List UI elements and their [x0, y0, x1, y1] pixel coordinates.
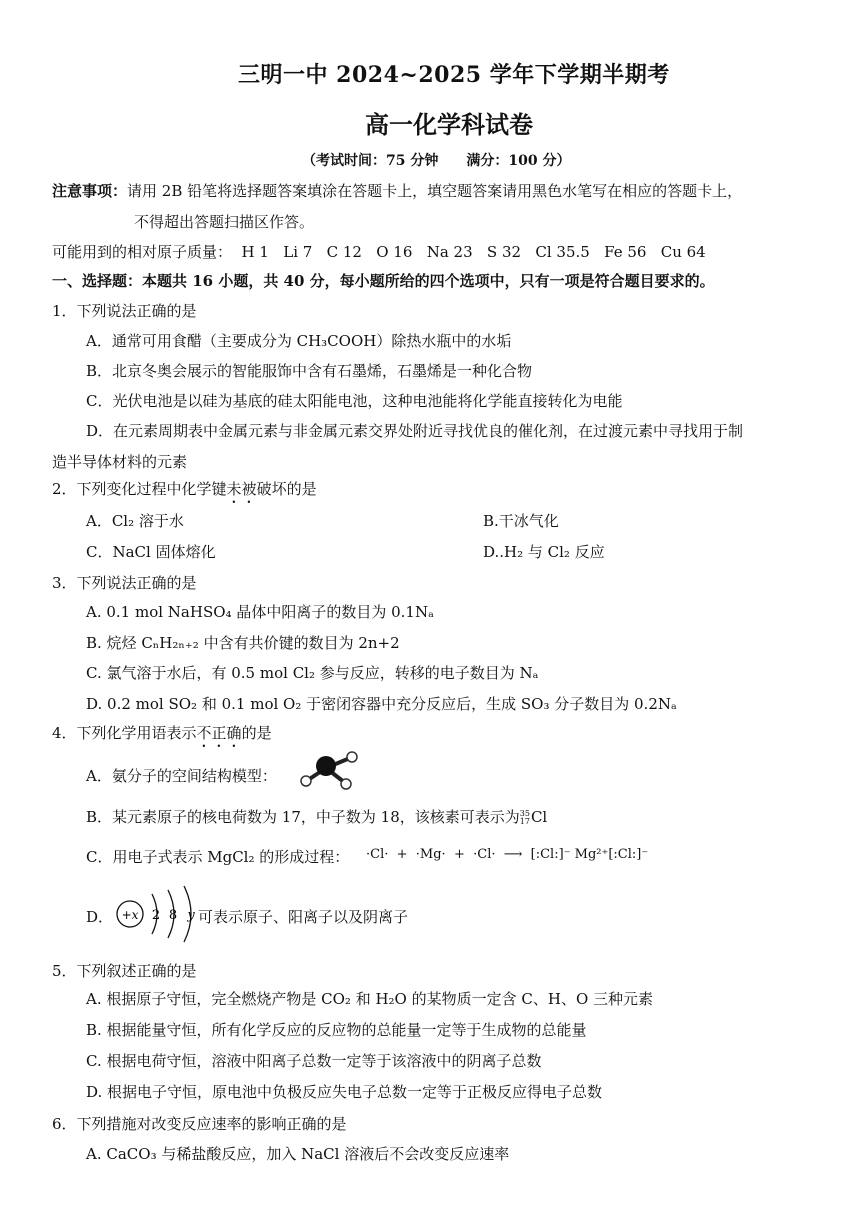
- q4-option-c: C．用电子式表示 MgCl₂ 的形成过程：: [86, 848, 350, 866]
- exam-subtitle: 高一化学科试卷: [365, 110, 533, 139]
- q4-stem-emphasis: 不正确: [196, 724, 242, 742]
- q2-option-c: C．NaCl 固体熔化: [86, 543, 216, 561]
- q4-stem-post: 的是: [241, 724, 272, 742]
- q5-stem: 5．下列叙述正确的是: [52, 962, 197, 980]
- q2-stem-post: 破坏的是: [256, 480, 317, 498]
- nuclide-mass-number: 35: [519, 809, 530, 818]
- q4-option-d-text: 可表示原子、阳离子以及阴离子: [198, 908, 409, 926]
- mgcl2-electron-formula: ·Cl· + ·Mg· + ·Cl· ⟶ [:Cl:]⁻ Mg²⁺[:Cl:]⁻: [366, 847, 649, 862]
- q5-option-b: B. 根据能量守恒，所有化学反应的反应物的总能量一定等于生成物的总能量: [86, 1021, 587, 1039]
- q5-option-c: C. 根据电荷守恒，溶液中阳离子总数一定等于该溶液中的阴离子总数: [86, 1052, 542, 1070]
- nuclide-symbol: Cl: [530, 808, 548, 826]
- q1-option-a: A．通常可用食醋（主要成分为 CH₃COOH）除热水瓶中的水垢: [86, 332, 512, 350]
- q5-option-d: D. 根据电子守恒，原电池中负极反应失电子总数一定等于正极反应得电子总数: [86, 1083, 603, 1101]
- q3-option-c: C. 氯气溶于水后，有 0.5 mol Cl₂ 参与反应，转移的电子数目为 Nₐ: [86, 664, 539, 682]
- q4-option-d-label: D．: [86, 908, 114, 926]
- exam-info: （考试时间：75 分钟 满分：100 分）: [302, 153, 571, 169]
- q2-option-d: D..H₂ 与 Cl₂ 反应: [483, 543, 605, 561]
- shell-3-electrons: y: [187, 908, 195, 923]
- nuclide-atomic-number: 17: [519, 817, 530, 826]
- q4-stem: [52, 722, 272, 751]
- q3-option-b: B. 烷烃 CₙH₂ₙ₊₂ 中含有共价键的数目为 2n+2: [86, 634, 400, 652]
- q1-stem: 1．下列说法正确的是: [52, 302, 197, 320]
- q4-option-b: [86, 806, 547, 827]
- shell-1-electrons: 2: [151, 908, 161, 923]
- shell-2-electrons: 8: [168, 908, 178, 923]
- nuclide-notation: [520, 810, 530, 826]
- q2-option-a: A．Cl₂ 溶于水: [86, 512, 184, 530]
- notice-text1: 请用 2B 铅笔将选择题答案填涂在答题卡上，填空题答案请用黑色水笔写在相应的答题卡上，: [127, 182, 743, 200]
- q2-stem: [52, 478, 317, 507]
- q4-option-b-text: B．某元素原子的核电荷数为 17，中子数为 18，该核素可表示为: [86, 808, 520, 826]
- nucleus-charge: +x: [121, 908, 139, 922]
- q5-option-a: A. 根据原子守恒，完全燃烧产物是 CO₂ 和 H₂O 的某物质一定含 C、H、O 三种元素: [86, 990, 654, 1008]
- atomic-structure-diagram-icon: [112, 884, 198, 946]
- q6-stem: 6．下列措施对改变反应速率的影响正确的是: [52, 1115, 347, 1133]
- q3-stem: 3．下列说法正确的是: [52, 574, 197, 592]
- q1-option-c: C．光伏电池是以硅为基底的硅太阳能电池，这种电池能将化学能直接转化为电能: [86, 392, 623, 410]
- q4-option-a: A．氨分子的空间结构模型：: [86, 767, 277, 785]
- q1-option-d-cont: 造半导体材料的元素: [52, 453, 188, 471]
- notice-label: 注意事项：: [52, 182, 128, 200]
- ammonia-model-icon: [296, 748, 362, 792]
- notice-line1: [52, 180, 742, 201]
- q3-option-a: A. 0.1 mol NaHSO₄ 晶体中阳离子的数目为 0.1Nₐ: [86, 603, 434, 621]
- q2-option-b: B.干冰气化: [483, 512, 559, 530]
- q1-option-b: B．北京冬奥会展示的智能服饰中含有石墨烯，石墨烯是一种化合物: [86, 362, 533, 380]
- q4-stem-pre: 4．下列化学用语表示: [52, 724, 197, 742]
- q3-option-d: D. 0.2 mol SO₂ 和 0.1 mol O₂ 于密闭容器中充分反应后，生成 SO₃ 分子数目为 0.2Nₐ: [86, 695, 677, 713]
- q2-stem-emphasis: 未被: [226, 480, 257, 498]
- section-1-heading: 一、选择题：本题共 16 小题，共 40 分，每小题所给的四个选项中，只有一项是符合题目要求的。: [52, 272, 715, 290]
- exam-title: 三明一中 2024~2025 学年下学期半期考: [238, 62, 670, 88]
- atomic-masses: 可能用到的相对原子质量： H 1 Li 7 C 12 O 16 Na 23 S 32 Cl 35.5 Fe 56 Cu 64: [52, 243, 706, 261]
- notice-line2: 不得超出答题扫描区作答。: [134, 213, 315, 231]
- q2-stem-pre: 2．下列变化过程中化学键: [52, 480, 227, 498]
- q1-option-d: D．在元素周期表中金属元素与非金属元素交界处附近寻找优良的催化剂，在过渡元素中寻找用于制: [86, 422, 744, 440]
- q6-option-a: A. CaCO₃ 与稀盐酸反应，加入 NaCl 溶液后不会改变反应速率: [86, 1145, 510, 1163]
